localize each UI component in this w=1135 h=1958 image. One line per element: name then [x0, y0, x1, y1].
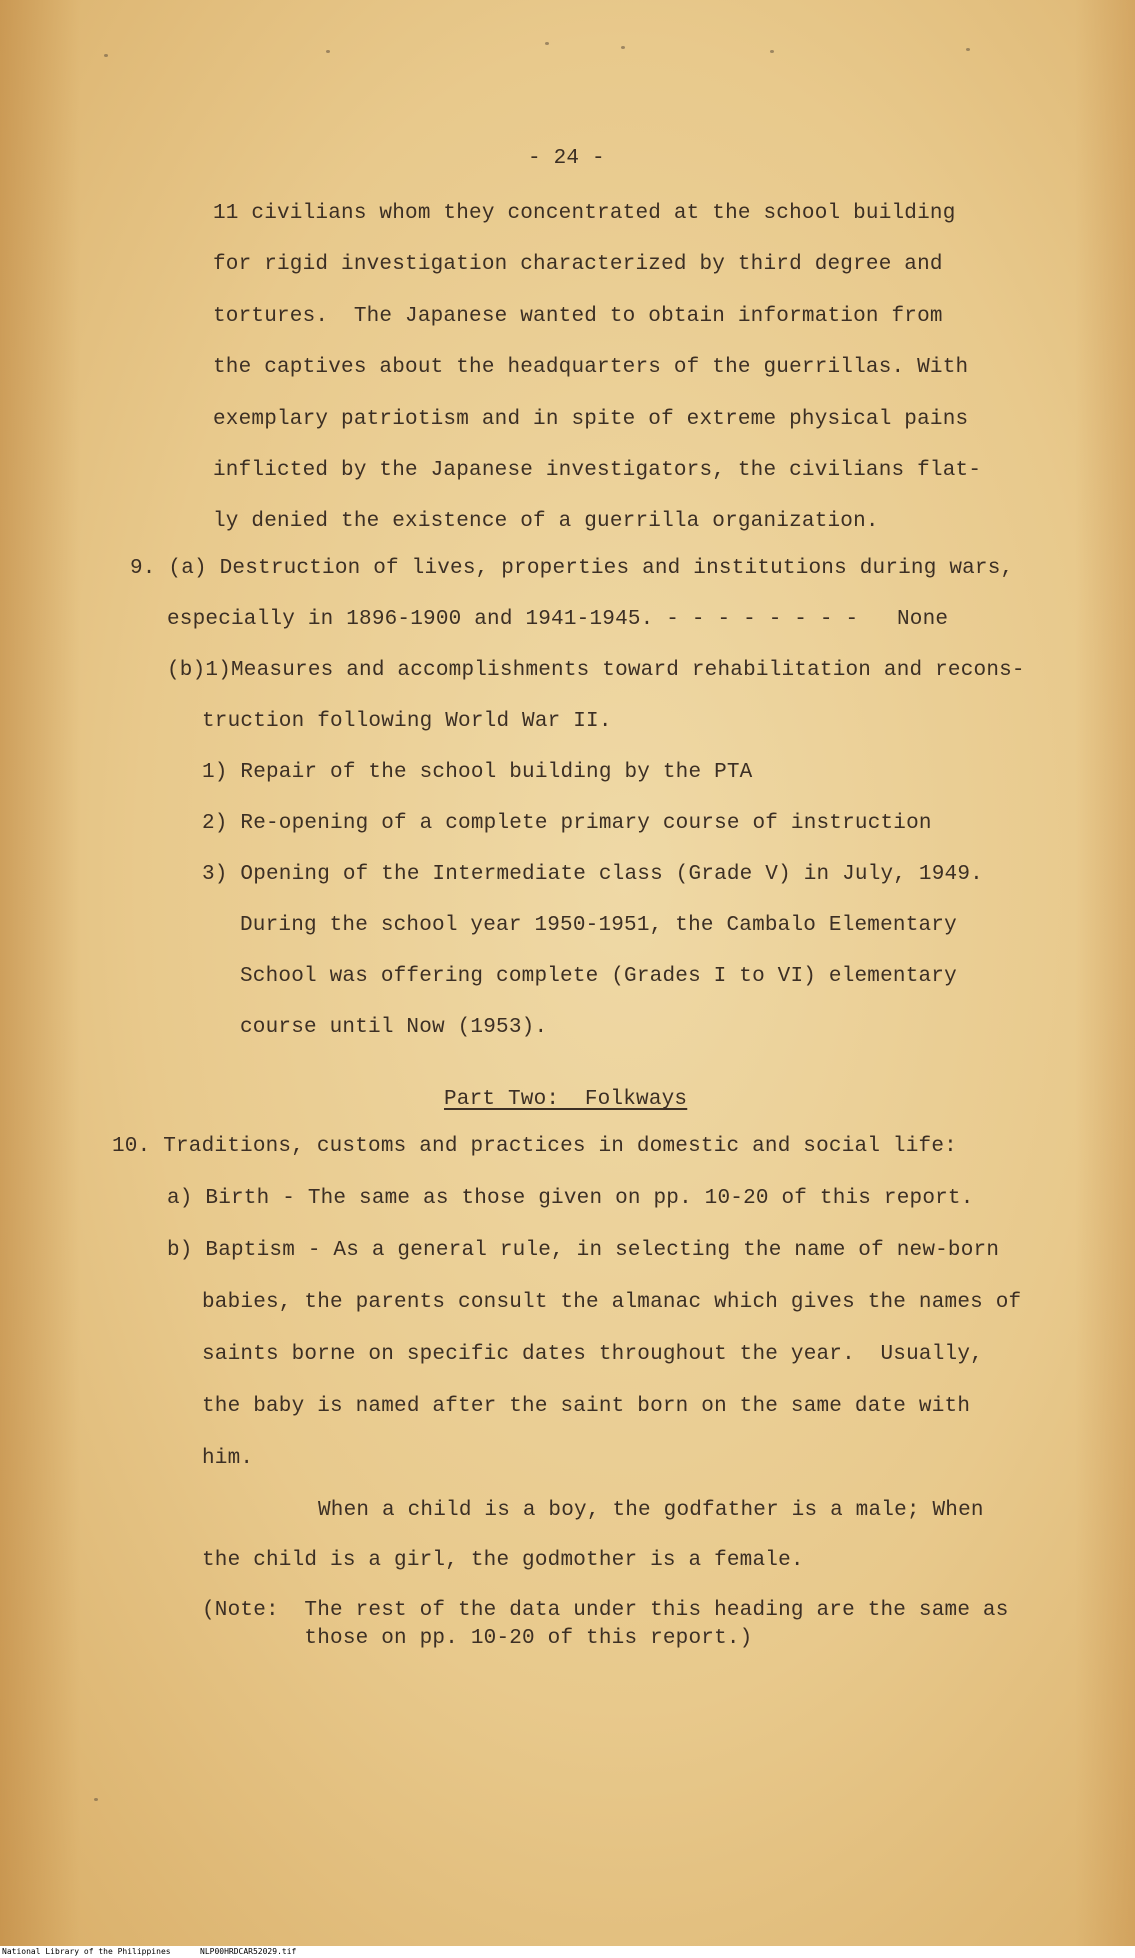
item-10-title: 10. Traditions, customs and practices in domestic and social life: — [112, 1135, 957, 1158]
text-line: ly denied the existence of a guerrilla organization. — [213, 510, 879, 533]
scan-footer — [0, 1946, 1135, 1958]
godparent-line: the child is a girl, the godmother is a female. — [202, 1549, 804, 1572]
item-9b-line: (b)1)Measures and accomplishments toward rehabilitation and recons- — [167, 659, 1025, 682]
list-item: 2) Re-opening of a complete primary course of instruction — [202, 812, 932, 835]
text-line: inflicted by the Japanese investigators, the civilians flat- — [213, 459, 982, 482]
paper-speck — [94, 1798, 98, 1801]
item-9b-line: truction following World War II. — [202, 710, 612, 733]
item-10b-line: b) Baptism - As a general rule, in selecting the name of new-born — [167, 1239, 1000, 1262]
paper-speck — [621, 46, 625, 49]
footer-library: National Library of the Philippines — [2, 1947, 171, 1956]
item-10b-line: saints borne on specific dates throughout the year. Usually, — [202, 1343, 983, 1366]
list-item: 3) Opening of the Intermediate class (Grade V) in July, 1949. — [202, 863, 983, 886]
text-line: the captives about the headquarters of the guerrillas. With — [213, 356, 969, 379]
paper-speck — [966, 48, 970, 51]
list-continuation: School was offering complete (Grades I to VI) elementary — [240, 965, 957, 988]
text-line: 11 civilians whom they concentrated at the school building — [213, 202, 956, 225]
item-9a-line: especially in 1896-1900 and 1941-1945. - - - - - - - - — [167, 608, 859, 631]
godparent-line: When a child is a boy, the godfather is a male; When — [318, 1499, 984, 1522]
item-10b-line: babies, the parents consult the almanac which gives the names of — [202, 1291, 1022, 1314]
item-9a-answer: None — [897, 608, 949, 631]
item-10a-birth: a) Birth - The same as those given on pp. 10-20 of this report. — [167, 1187, 974, 1210]
page-number: - 24 - — [528, 147, 605, 170]
footer-file-id: NLP00HRDCAR52029.tif — [200, 1947, 297, 1956]
text-line: for rigid investigation characterized by third degree and — [213, 253, 943, 276]
item-10b-line: him. — [202, 1447, 254, 1470]
item-9a-line: 9. (a) Destruction of lives, properties and institutions during wars, — [130, 557, 1014, 580]
list-item: 1) Repair of the school building by the PTA — [202, 761, 753, 784]
item-10b-line: the baby is named after the saint born on the same date with — [202, 1395, 971, 1418]
paper-speck — [770, 50, 774, 53]
paper-speck — [104, 54, 108, 57]
part-heading: Part Two: Folkways — [444, 1088, 688, 1111]
text-line: tortures. The Japanese wanted to obtain information from — [213, 305, 943, 328]
text-line: exemplary patriotism and in spite of extreme physical pains — [213, 408, 969, 431]
note-line: those on pp. 10-20 of this report.) — [202, 1627, 753, 1650]
note-line: (Note: The rest of the data under this heading are the same as — [202, 1599, 1009, 1622]
paper-speck — [545, 42, 549, 45]
paper-speck — [326, 50, 330, 53]
list-continuation: course until Now (1953). — [240, 1016, 548, 1039]
list-continuation: During the school year 1950-1951, the Cambalo Elementary — [240, 914, 957, 937]
